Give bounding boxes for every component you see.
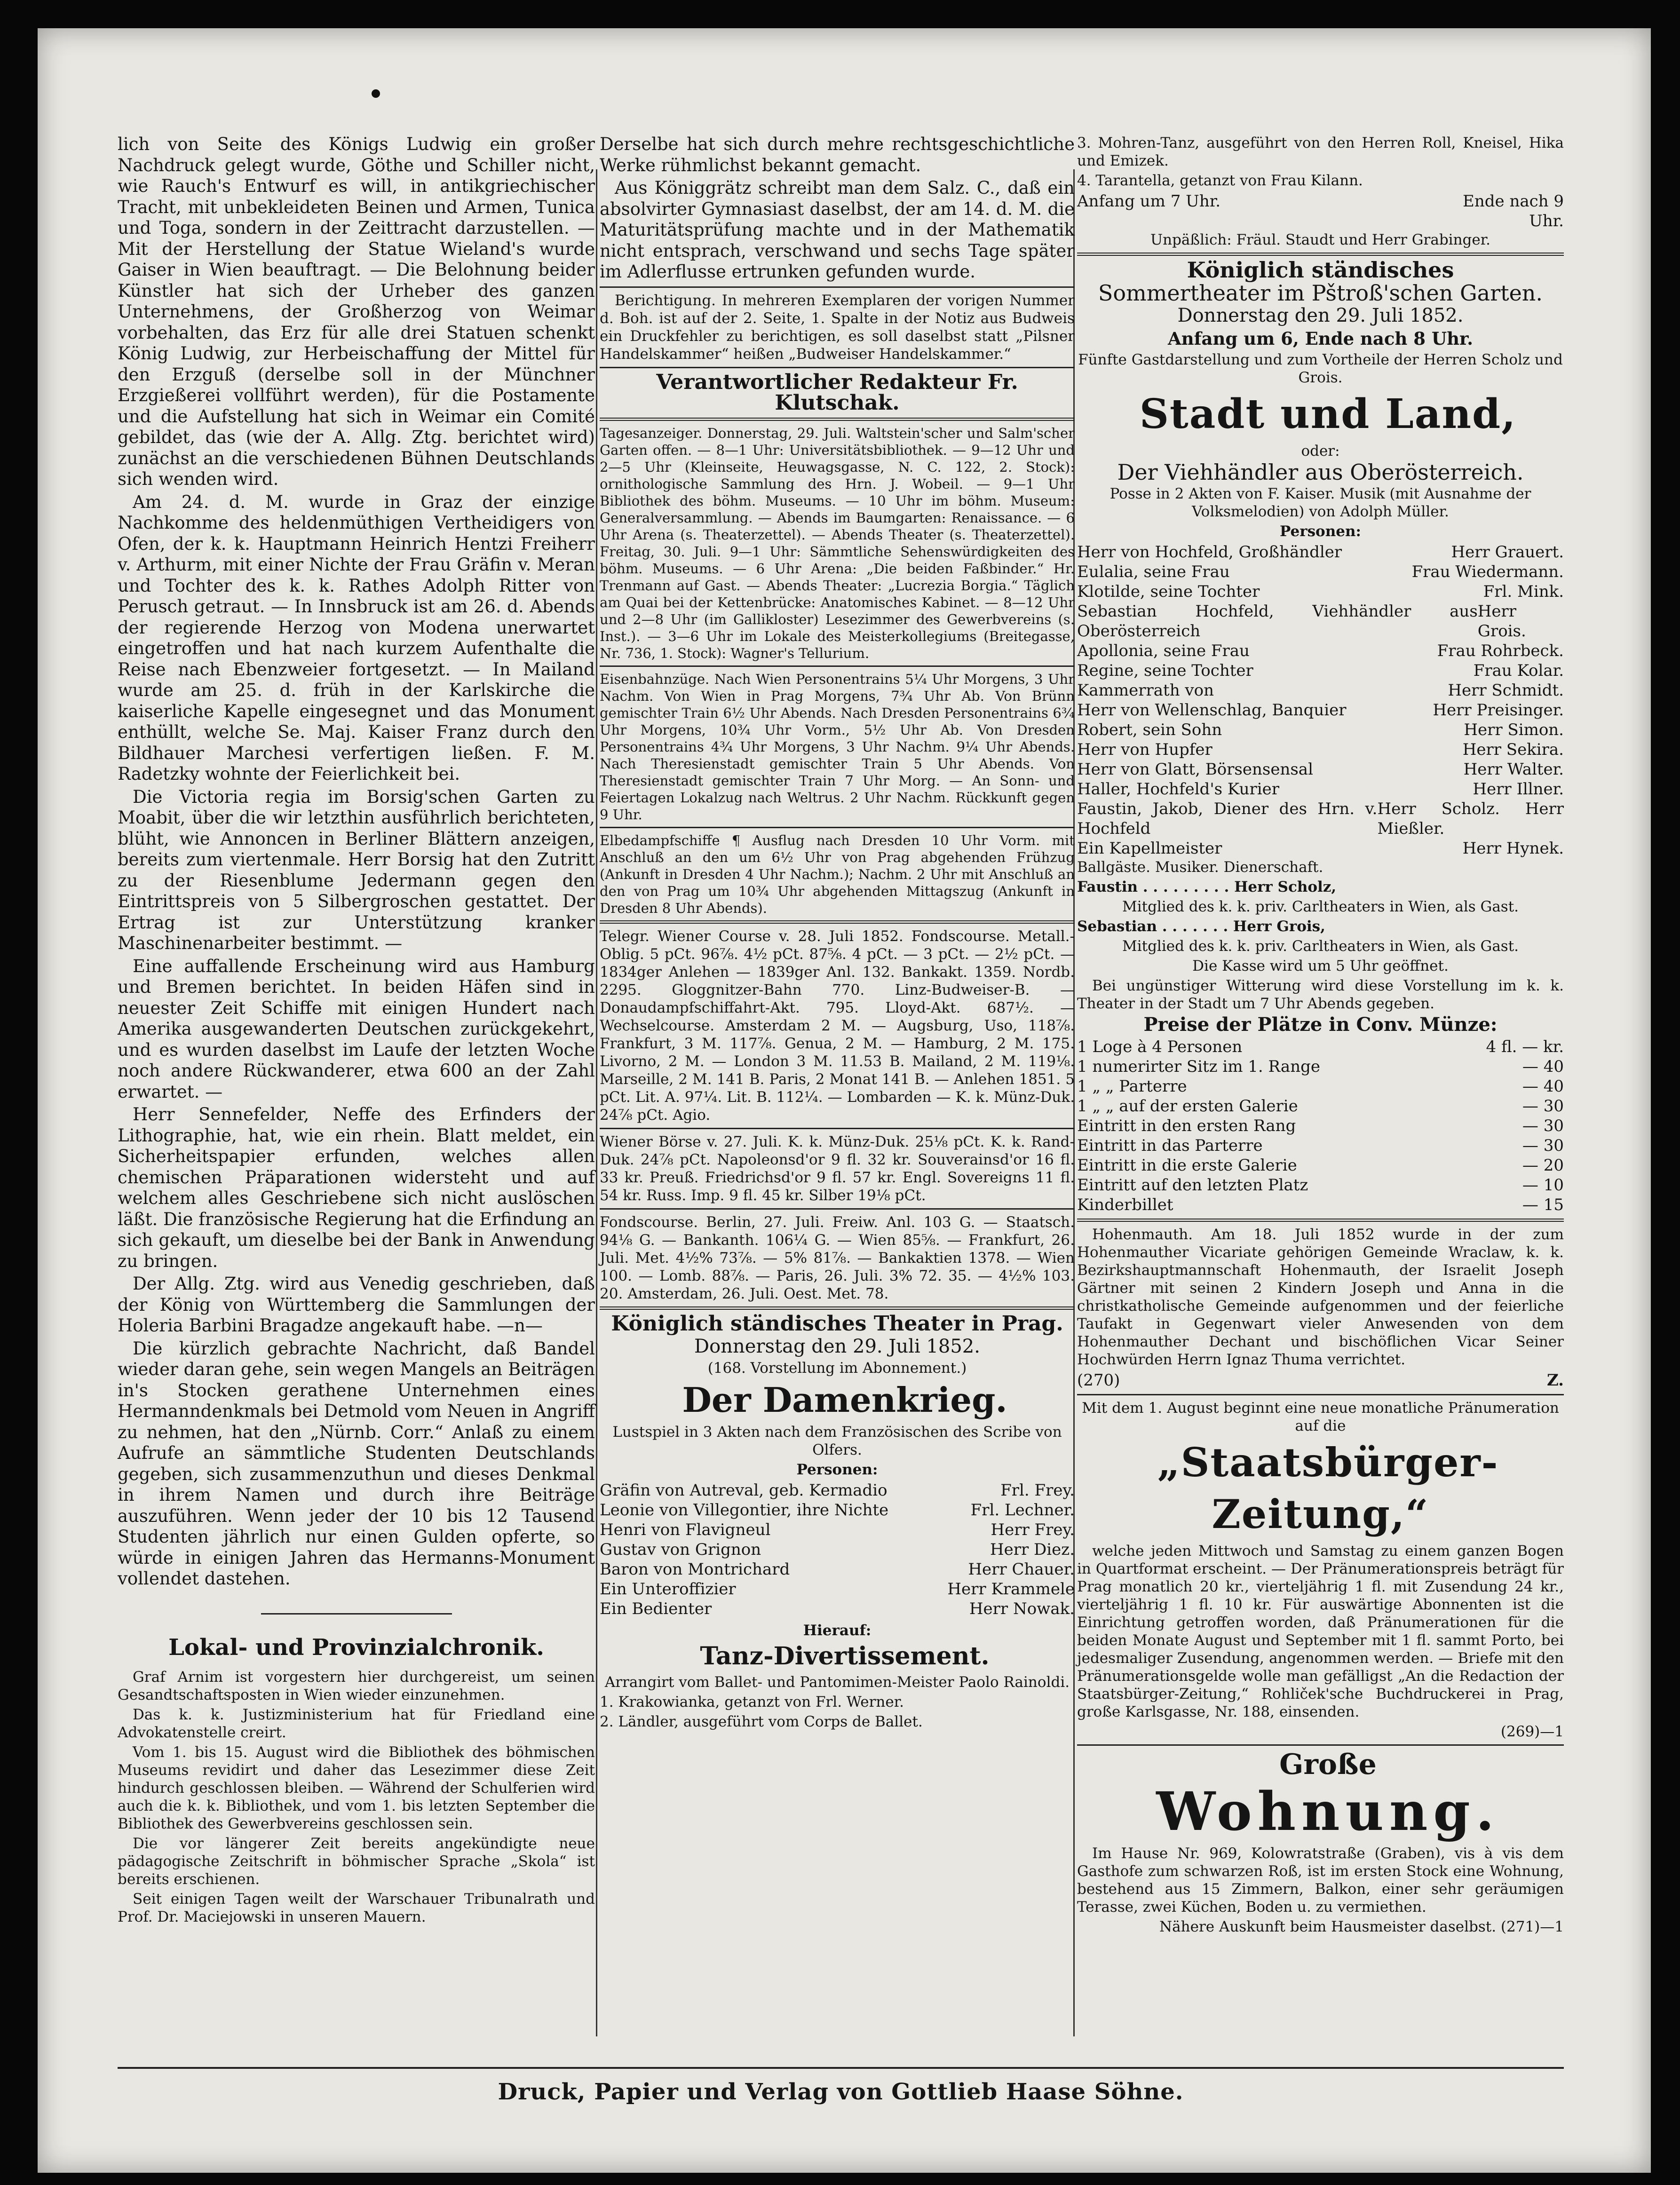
role-name: Baron von Montrichard — [600, 1560, 790, 1579]
article-text: Eine auffallende Erscheinung wird aus Hamburg und Bremen berichtet. In beiden Häfen sind in neuester Zeit Schiffe mit einigen Hundert nach Amerika ausgewanderten Deutschen zurückgekehrt, und es wurden daselbst im Laufe der letzten Woche noch andere Rückwanderer, etwa 600 an der Zahl erwartet. — — [118, 956, 595, 1102]
play-title: Stadt und Land, — [1139, 390, 1517, 438]
role-name: Robert, sein Sohn — [1077, 720, 1222, 739]
newspaper-name: „Staatsbürger-Zeitung,“ — [1157, 1439, 1499, 1537]
actor-name: Herr Frey. — [991, 1520, 1075, 1539]
cast-row — [600, 1500, 1075, 1520]
dance-item: 1. Krakowianka, getanzt von Frl. Werner. — [600, 1693, 904, 1710]
cast-row — [1077, 542, 1564, 562]
price-row — [1077, 1175, 1564, 1195]
actor-name: Herr Preisinger. — [1433, 700, 1564, 720]
article-text: Herr Sennefelder, Neffe des Erfinders der Lithographie, hat, wie ein rhein. Blatt meldet, ein Sicherheitspapier erfunden, welches allen chemischen Präparationen widersteht und auf welchem alles Geschriebene sich nicht auslöschen läßt. Die französische Regierung hat die Erfindung an sich gekauft, um dieselbe bei der Bank in Anwendung zu bringen. — [118, 1104, 595, 1271]
actor-name: Herr Simon. — [1464, 720, 1564, 739]
price-row — [1077, 1077, 1564, 1096]
seat-type: 1 „ „ Parterre — [1077, 1077, 1187, 1096]
fund-prices: Fondscourse. Berlin, 27. Juli. Freiw. Anl. 103 G. — Staatsch. 94⅛ G. — Bankanth. 106¼ G. — Wien 85⅝. — Frankfurt, 26. Juli. Met. 4½% 73⅞. — 5% 81⅞. — Bankaktien 1378. — Wien 100. — Lomb. 88⅞. — Paris, 26. Juli. 3% 72. 35. — 4½% 103. 20. Amsterdam, 26. Juli. Oest. Met. 78. — [600, 1213, 1075, 1302]
stock-exchange: Wiener Börse v. 27. Juli. K. k. Münz-Duk. 25⅛ pCt. K. k. Rand-Duk. 24⅞ pCt. Napoleonsd'or 9 fl. 32 kr. Souverainsd'or 16 fl. 33 kr. Preuß. Friedrichsd'or 9 fl. 57 kr. Engl. Sovereigns 11 fl. 54 kr. Russ. Imp. 9 fl. 45 kr. Silber 19⅛ pCt. — [600, 1133, 1075, 1204]
seat-type: Kinderbillet — [1077, 1195, 1173, 1214]
role-name: Herr von Wellenschlag, Banquier — [1077, 700, 1347, 720]
seat-price: — 30 — [1522, 1116, 1564, 1135]
divider — [600, 1306, 1075, 1310]
actor-name: Frl. Frey. — [1000, 1480, 1075, 1500]
role-name: Ein Kapellmeister — [1077, 839, 1222, 858]
role-name: Herr von Hochfeld, Großhändler — [1077, 542, 1342, 562]
actor-name: Herr Hynek. — [1462, 839, 1564, 858]
seat-price: — 15 — [1522, 1195, 1564, 1214]
price-row — [1077, 1156, 1564, 1175]
seat-type: 1 Loge à 4 Personen — [1077, 1037, 1243, 1056]
ad-heading-large: Wohnung. — [1156, 1781, 1500, 1843]
article-text: lich von Seite des Königs Ludwig ein großer Nachdruck gelegt wurde, Göthe und Schiller nicht, wie Rauch's Entwurf es will, in antikgriechischer Tracht, mit unbekleideten Beinen und Armen, Tunica und Toga, sondern in der Zeittracht darzustellen. — Mit der Herstellung der Statue Wieland's wurde Gaiser in Wien beauftragt. — Die Belohnung beider Künstler hat sich der Urheber des ganzen Unternehmens, der Großherzog von Weimar vorbehalten, das Erz für alle drei Statuen schenkt König Ludwig, zur Herbeischaffung der Mittel für den Erzguß (derselbe soll in der Münchner Erzgießerei vollführt werden), für die Postamente und die Aufstellung hat sich in Weimar ein Comité gebildet, das (wie der A. Allg. Ztg. berichtet wird) zunächst an die verschiedenen Bühnen Deutschlands sich wenden wird. — [118, 134, 595, 489]
role-name: Regine, seine Tochter — [1077, 661, 1253, 680]
seat-price: — 30 — [1522, 1136, 1564, 1155]
role-name: Sebastian Hochfeld, Viehhändler aus Oberösterreich — [1077, 602, 1478, 641]
role-name: Kammerrath von — [1077, 681, 1214, 700]
column-left — [118, 134, 595, 1928]
play-description: Lustspiel in 3 Akten nach dem Französischen des Scribe von Olfers. — [612, 1423, 1062, 1458]
box-office-note: Die Kasse wird um 5 Uhr geöffnet. — [1192, 957, 1449, 974]
steamboat-schedule: Elbedampfschiffe ¶ Ausflug nach Dresden 10 Uhr Vorm. mit Anschluß an den um 6½ Uhr von Prag abgehenden Frühzug (Ankunft in Dresden 4 Uhr Nachm.); Nachm. 2 Uhr mit Anschluß an den von Prag um 10¾ Uhr abgehenden Mittagszug (Ankunft in Dresden 8 Uhr Abends). — [600, 832, 1075, 916]
dance-item: 3. Mohren-Tanz, ausgeführt von den Herren Roll, Kneisel, Hika und Emizek. — [1077, 135, 1564, 169]
cast-row — [600, 1520, 1075, 1540]
divider — [261, 1613, 452, 1615]
dance-item: 2. Ländler, ausgeführt vom Corps de Ballet. — [600, 1713, 923, 1730]
cast-list — [600, 1480, 1075, 1619]
oder-label: oder: — [1301, 443, 1340, 459]
dance-description: Arrangirt vom Ballet- und Pantomimen-Meister Paolo Rainoldi. — [604, 1673, 1070, 1691]
divider — [1077, 253, 1564, 256]
summer-theater-date: Donnerstag den 29. Juli 1852. — [1177, 305, 1464, 326]
role-name: Ein Bedienter — [600, 1599, 712, 1618]
price-row — [1077, 1037, 1564, 1057]
cast-row — [600, 1560, 1075, 1579]
punch-hole-mark — [372, 89, 380, 98]
column-middle — [600, 134, 1075, 1733]
actor-name: Frau Kolar. — [1473, 661, 1564, 680]
seat-type: 1 „ „ auf der ersten Galerie — [1077, 1097, 1298, 1116]
divider — [1077, 1219, 1564, 1222]
actor-name: Frau Wiedermann. — [1411, 562, 1564, 581]
railway-schedule: Eisenbahnzüge. Nach Wien Personentrains 5¼ Uhr Morgens, 3 Uhr Nachm. Von Wien in Prag Morgens, 7¾ Uhr Ab. Von Brünn gemischter Train 6½ Uhr Abends. Nach Dresden Personentrains 6¾ Uhr Morgens, 10¾ Uhr Vorm., 5½ Uhr Ab. Von Dresden Personentrains 4¾ Uhr Morgens, 3 Uhr Nachm. 9¼ Uhr Abends. Nach Theresienstadt gemischter Train 5 Uhr Abends. Von Theresienstadt gemischter Train 7 Uhr Morg. — An Sonn- und Feiertagen Lokalzug nach Weltrus. 2 Uhr Nachm. Rückkunft gegen 9 Uhr. — [600, 671, 1075, 823]
daily-guide: Tagesanzeiger. Donnerstag, 29. Juli. Waltstein'scher und Salm'scher Garten offen. — 8—1 Uhr: Universitätsbibliothek. — 9—12 Uhr und 2—5 Uhr (Kleinseite, Heuwagsgasse, N. C. 122, 2. Stock): ornithologische Sammlung des Hrn. J. Wobeil. — 9—1 Uhr Bibliothek des böhm. Museums. — 10 Uhr im böhm. Museum: Generalversammlung. — Abends im Baumgarten: Renaissance. — 6 Uhr Arena (s. Theaterzettel). — Abends Theater (s. Theaterzettel). Freitag, 30. Juli. 9—1 Uhr: Sämmtliche Sehenswürdigkeiten des böhm. Museums. — 6 Uhr Arena: „Die beiden Faßbinder.“ Hr. Trenmann auf Gast. — Abends Theater: „Lucrezia Borgia.“ Täglich am Quai bei der Kettenbrücke: Anatomisches Kabinet. — 8—12 Uhr und 2—8 Uhr (im Gallikloster) Lesezimmer des Gewerbvereins (s. Inst.). — 3—6 Uhr im Lokale des Meisterkollegiums (Breitegasse, Nr. 736, 1. Stock): Wagner's Tellurium. — [600, 425, 1075, 661]
seat-price: — 40 — [1522, 1077, 1564, 1096]
article-text: Derselbe hat sich durch mehre rechtsgeschichtliche Werke rühmlichst bekannt gemacht. — [600, 134, 1075, 175]
price-row — [1077, 1096, 1564, 1116]
subscription-number: (269)—1 — [1500, 1723, 1564, 1740]
theater-date: Donnerstag den 29. Juli 1852. — [694, 1336, 980, 1357]
actor-name: Frl. Lechner. — [970, 1500, 1075, 1520]
news-item: Die vor längerer Zeit bereits angekündigte neue pädagogische Zeitschrift in böhmischer Sprache „Skola“ ist bereits erschienen. — [118, 1835, 595, 1888]
guest-sebastian: Sebastian . . . . . . . Herr Grois, — [1077, 918, 1325, 935]
price-list — [1077, 1037, 1564, 1215]
seat-price: — 30 — [1522, 1097, 1564, 1116]
role-name: Leonie von Villegontier, ihre Nichte — [600, 1500, 889, 1520]
cast-row — [600, 1480, 1075, 1500]
cast-row — [600, 1579, 1075, 1599]
correction-notice: Berichtigung. In mehreren Exemplaren der vorigen Nummer d. Boh. ist auf der 2. Seite, 1. Spalte in der Notiz aus Budweis ein Druckfehler zu berichtigen, es soll daselbst statt „Pilsner Handelskammer“ heißen „Budweiser Handelskammer.“ — [600, 292, 1075, 363]
guest-sebastian-note: Mitglied des k. k. priv. Carltheaters in Wien, als Gast. — [1122, 937, 1519, 955]
printer-imprint: Druck, Papier und Verlag von Gottlieb Haase Söhne. — [498, 2079, 1184, 2105]
cast-row — [1077, 760, 1564, 779]
cast-row — [600, 1540, 1075, 1560]
summer-theater-heading: Königlich ständisches — [1187, 257, 1454, 283]
cast-row — [1077, 641, 1564, 661]
cast-row — [1077, 661, 1564, 681]
column-right — [1077, 134, 1564, 1938]
role-name: Gustav von Grignon — [600, 1540, 761, 1559]
role-name: Apollonia, seine Frau — [1077, 641, 1250, 660]
notice-signature: Z. — [1546, 1371, 1564, 1390]
summer-theater-heading-2: Sommertheater im Pštroß'schen Garten. — [1098, 280, 1543, 306]
weather-note: Bei ungünstiger Witterung wird diese Vorstellung im k. k. Theater in der Stadt um 7 Uhr Abends gegeben. — [1077, 977, 1564, 1012]
news-item: Vom 1. bis 15. August wird die Bibliothek des böhmischen Museums revidirt und daher das Lesezimmer diese Zeit hindurch geschlossen bleiben. — Während der Schulferien wird auch die k. k. Bibliothek, und vom 1. bis letzten September die Bibliothek des Gewerbvereins geschlossen sein. — [118, 1743, 595, 1832]
cast-row — [1077, 562, 1564, 582]
dance-title: Tanz-Divertissement. — [700, 1641, 990, 1670]
actor-name: Herr Walter. — [1463, 760, 1564, 779]
ad-heading-small: Große — [1279, 1748, 1377, 1781]
seat-type: Eintritt in das Parterre — [1077, 1136, 1263, 1155]
extras-line: Ballgäste. Musiker. Dienerschaft. — [1077, 858, 1323, 876]
news-item: Das k. k. Justizministerium hat für Friedland eine Advokatenstelle creirt. — [118, 1706, 595, 1741]
indisposed-note: Unpäßlich: Fräul. Staudt und Herr Grabinger. — [1150, 231, 1491, 248]
article-text: Der Allg. Ztg. wird aus Venedig geschrieben, daß der König von Württemberg die Sammlungen der Holeria Barbini Bragadze angekauft habe. —n— — [118, 1274, 595, 1336]
cast-row — [1077, 602, 1564, 641]
role-name: Herr von Glatt, Börsensensal — [1077, 760, 1313, 779]
cast-row — [1077, 582, 1564, 602]
start-time: Anfang um 7 Uhr. — [1077, 192, 1221, 211]
actor-name: Herr Scholz. Herr Mießler. — [1377, 799, 1564, 838]
actor-name: Frl. Mink. — [1483, 582, 1564, 601]
theater-abonnement: (168. Vorstellung im Abonnement.) — [707, 1359, 967, 1377]
cast-row — [1077, 720, 1564, 740]
actor-name: Herr Grauert. — [1451, 542, 1564, 562]
actor-name: Frau Rohrbeck. — [1437, 641, 1564, 660]
role-name: Haller, Hochfeld's Kurier — [1077, 779, 1279, 799]
actor-name: Herr Krammele — [947, 1579, 1075, 1599]
cast-row — [1077, 839, 1564, 858]
divider — [600, 920, 1075, 924]
actor-name: Herr Diez. — [990, 1540, 1075, 1559]
divider — [600, 367, 1075, 368]
role-name: Henri von Flavigneul — [600, 1520, 771, 1539]
actor-name: Herr Sekira. — [1462, 740, 1564, 759]
price-row — [1077, 1195, 1564, 1215]
subscription-text: welche jeden Mittwoch und Samstag zu einem ganzen Bogen in Quartformat erscheint. — Der Pränumerationspreis beträgt für Prag monatlich 20 kr., vierteljährig 1 fl. mit Zusendung 24 kr., vierteljährig 1 fl. 10 kr. Für auswärtige Abonnenten ist die Einrichtung getroffen worden, daß Pränumerationen für die beiden Monate August und September mit 1 fl. sammt Porto, bei jedesmaliger Zusendung, angenommen werden. — Briefe mit den Pränumerationsgelde wolle man gefälligst „An die Redaction der Staatsbürger-Zeitung,“ Rohliček'sche Buchdruckerei in Prag, große Karlsgasse, Nr. 188, einsenden. — [1077, 1543, 1564, 1720]
price-row — [1077, 1057, 1564, 1077]
divider — [1077, 1744, 1564, 1746]
guest-performance-note: Fünfte Gastdarstellung und zum Vortheile der Herren Scholz und Grois. — [1078, 351, 1563, 386]
hohenmauth-notice: Hohenmauth. Am 18. Juli 1852 wurde in der zum Hohenmauther Vicariate gehörigen Gemeinde Wraclaw, k. k. Bezirkshauptmannschaft Hohenmauth, der Israelit Joseph Gärtner mit seinen 2 Kindern Joseph und Anna in die christkatholische Gemeinde aufgenommen und der feierliche Taufakt in Gegenwart vieler Anwesenden von dem Hohenmauther Dechant und bischöflichen Vicar Seiner Hochwürden Herrn Ignaz Thuma verrichtet. — [1077, 1226, 1564, 1368]
divider — [600, 286, 1075, 288]
divider — [600, 827, 1075, 828]
seat-type: Eintritt in die erste Galerie — [1077, 1156, 1297, 1175]
article-text: Die Victoria regia im Borsig'schen Garten zu Moabit, über die wir letzthin ausführlich berichteten, blüht, wie Annoncen in Berliner Blättern anzeigen, bereits zum viertenmale. Herr Borsig hat den Zutritt zu der Riesenblume Jedermann gegen den Eintrittspreis von 5 Silbergroschen gestattet. Der Ertrag ist zur Unterstützung kranker Maschinenarbeiter bestimmt. — — [118, 786, 595, 953]
seat-type: 1 numerirter Sitz im 1. Range — [1077, 1057, 1320, 1076]
actor-name: Herr Illner. — [1473, 779, 1564, 799]
summer-theater-times: Anfang um 6, Ende nach 8 Uhr. — [1168, 328, 1473, 349]
actor-name: Herr Nowak. — [969, 1599, 1075, 1618]
actor-name: Herr Grois. — [1477, 602, 1526, 641]
news-item: Graf Arnim ist vorgestern hier durchgereist, um seinen Gesandtschaftsposten in Wien wieder einzunehmen. — [118, 1668, 595, 1703]
subscription-intro: Mit dem 1. August beginnt eine neue monatliche Pränumeration auf die — [1082, 1400, 1559, 1434]
notice-number: (270) — [1077, 1371, 1120, 1390]
actor-name: Herr Chauer. — [968, 1560, 1075, 1579]
cast-row — [1077, 681, 1564, 700]
guest-faustin-note: Mitglied des k. k. priv. Carltheaters in Wien, als Gast. — [1122, 898, 1519, 915]
hierauf-label: Hierauf: — [803, 1622, 872, 1639]
apartment-ad-footer: Nähere Auskunft beim Hausmeister daselbst. (271)—1 — [1159, 1918, 1564, 1935]
play-title: Der Damenkrieg. — [682, 1379, 1007, 1420]
seat-price: 4 fl. — kr. — [1486, 1037, 1564, 1056]
dance-item: 4. Tarantella, getanzt von Frau Kilann. — [1077, 172, 1363, 189]
divider — [600, 1208, 1075, 1210]
guest-faustin: Faustin . . . . . . . . . Herr Scholz, — [1077, 878, 1337, 895]
seat-price: — 10 — [1522, 1176, 1564, 1195]
role-name: Klotilde, seine Tochter — [1077, 582, 1260, 601]
divider — [600, 665, 1075, 667]
editor-line: Verantwortlicher Redakteur Fr. Klutschak. — [656, 370, 1018, 415]
cast-row — [600, 1599, 1075, 1619]
news-item: Seit einigen Tagen weilt der Warschauer Tribunalrath und Prof. Dr. Maciejowski in unseren Mauern. — [118, 1890, 595, 1925]
price-row — [1077, 1116, 1564, 1136]
section-heading: Lokal- und Provinzialchronik. — [168, 1634, 544, 1661]
cast-label: Personen: — [1280, 522, 1361, 540]
role-name: Herr von Hupfer — [1077, 740, 1212, 759]
seat-price: — 20 — [1522, 1156, 1564, 1175]
article-text: Die kürzlich gebrachte Nachricht, daß Bandel wieder daran gehe, sein wegen Mangels an Beiträgen in's Stocken gerathene Unternehmen eines Hermanndenkmals bei Detmold vom Neuen in Angriff zu nehmen, hat den „Nürnb. Corr.“ Anlaß zu einem Aufrufe an sämmtliche Studenten Deutschlands gegeben, sich zusammenzuthun und dieses Denkmal in ihrem Namen und durch ihre Beiträge auszuführen. Wenn jeder der 10 bis 12 Tausend Studenten jährlich nur einen Gulden opferte, so würde in einigen Jahren das Hermanns-Monument vollendet dastehen. — [118, 1338, 595, 1589]
cast-label: Personen: — [796, 1461, 878, 1478]
cast-list — [1077, 542, 1564, 858]
apartment-ad-text: Im Hause Nr. 969, Kolowratstraße (Graben), vis à vis dem Gasthofe zum schwarzen Roß, ist im ersten Stock eine Wohnung, bestehend aus 15 Zimmern, Balkon, einer sehr geräumigen Terasse, zwei Küchen, Boden u. zu vermiethen. — [1077, 1845, 1564, 1916]
divider — [600, 418, 1075, 421]
role-name: Gräfin von Autreval, geb. Kermadio — [600, 1480, 888, 1500]
footer-rule — [118, 2067, 1564, 2069]
cast-row — [1077, 779, 1564, 799]
role-name: Eulalia, seine Frau — [1077, 562, 1230, 581]
cast-row — [1077, 799, 1564, 839]
exchange-rates-vienna: Telegr. Wiener Course v. 28. Juli 1852. Fondscourse. Metall.-Oblig. 5 pCt. 96⅞. 4½ pCt. 87⅝. 4 pCt. — 3 pCt. — 2½ pCt. — 1834ger Anlehen — 1839ger Anl. 132. Bankakt. 1359. Nordb. 2295. Gloggnitzer-Bahn 770. Linz-Budweiser-B. — Donaudampfschiffahrt-Akt. 795. Lloyd-Akt. 687½. — Wechselcourse. Amsterdam 2 M. — Augsburg, Uso, 118⅞. Frankfurt, 3 M. 117⅞. Genua, 2 M. — Hamburg, 2 M. 175. Livorno, 2 M. — London 3 M. 11.53 B. Mailand, 2 M. 119⅛. Marseille, 2 M. 141 B. Paris, 2 Monat 141 B. — Anlehen 1851. 5 pCt. Lit. A. 97¼. Lit. B. 112¼. — Lombarden — K. k. Münz-Duk. 24⅞ pCt. Agio. — [600, 927, 1075, 1124]
seat-type: Eintritt auf den letzten Platz — [1077, 1176, 1308, 1195]
play-subtitle: Der Viehhändler aus Oberösterreich. — [1117, 459, 1524, 485]
price-heading: Preise der Plätze in Conv. Münze: — [1143, 1013, 1498, 1036]
divider — [1077, 1394, 1564, 1395]
play-description: Posse in 2 Akten von F. Kaiser. Musik (mit Ausnahme der Volksmelodien) von Adolph Müller. — [1109, 485, 1531, 520]
end-time: Ende nach 9 Uhr. — [1463, 192, 1564, 230]
article-text: Am 24. d. M. wurde in Graz der einzige Nachkomme des heldenmüthigen Vertheidigers von Ofen, der k. k. Hauptmann Heinrich Hentzi Freiherr v. Arthurm, mit einer Nichte der Frau Gräfin v. Meran und Tochter des k. k. Rathes Adolph Ritter von Perusch getraut. — In Innsbruck ist am 26. d. Abends der regierende Herzog von Modena unerwartet eingetroffen und hat nach kurzem Aufenthalte die Reise nach Ebenzweier fortgesetzt. — In Mailand wurde am 25. d. früh in der Karlskirche die kaiserliche Kapelle eingesegnet und das Monument enthüllt, welche Se. Maj. Kaiser Franz durch den Bildhauer Marchesi verfertigen ließen. F. M. Radetzky wohnte der Feierlichkeit bei. — [118, 491, 595, 784]
column-divider — [596, 169, 597, 2036]
actor-name: Herr Schmidt. — [1448, 681, 1564, 700]
seat-price: — 40 — [1522, 1057, 1564, 1076]
cast-row — [1077, 740, 1564, 760]
role-name: Faustin, Jakob, Diener des Hrn. v. Hochfeld — [1077, 799, 1378, 838]
theater-heading: Königlich ständisches Theater in Prag. — [611, 1311, 1063, 1336]
role-name: Ein Unteroffizier — [600, 1579, 736, 1599]
seat-type: Eintritt in den ersten Rang — [1077, 1116, 1296, 1135]
price-row — [1077, 1136, 1564, 1156]
divider — [600, 1128, 1075, 1129]
cast-row — [1077, 700, 1564, 720]
article-text: Aus Königgrätz schreibt man dem Salz. C., daß ein absolvirter Gymnasiast daselbst, der am 14. d. M. die Maturitätsprüfung machte und in der Mathematik nicht entsprach, verschwand und sechs Tage später im Adlerflusse ertrunken gefunden wurde. — [600, 178, 1075, 282]
